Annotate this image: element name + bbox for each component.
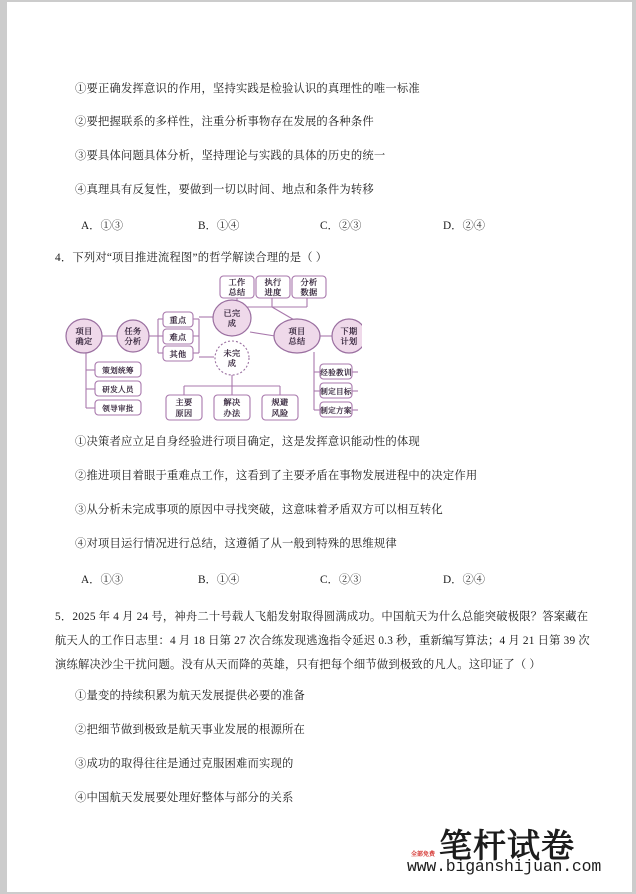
watermark-free-tag: 全部免费: [411, 851, 436, 858]
q4-stem: 4．下列对“项目推进流程图”的哲学解读合理的是（ ）: [55, 252, 328, 264]
node-label-n4: 研发人员: [102, 385, 134, 394]
node-label-n14a: 工作: [228, 278, 246, 287]
q4-statement-3: ③从分析未完成事项的原因中寻找突破，这意味着矛盾双方可以相互转化: [75, 504, 443, 516]
node-label-n9a: 已完: [223, 309, 241, 318]
q5-stem-line-2: 航天人的工作日志里：4 月 18 日第 27 次合练发现逃逸指令延迟 0.3 秒，重新编写算法；4 月 21 日第 39 次: [55, 635, 590, 647]
q3-option-c[interactable]: C．②③: [320, 220, 362, 232]
node-label-n17a: 项目: [288, 327, 306, 336]
q5-statement-4: ④中国航天发展要处理好整体与部分的关系: [75, 792, 294, 804]
site-watermark: [403, 820, 623, 886]
node-label-n18b: 计划: [340, 337, 358, 346]
q3-option-b[interactable]: B．①④: [198, 220, 240, 232]
node-label-n10a: 未完: [223, 349, 241, 358]
q5-stem-line-1: 5．2025 年 4 月 24 号，神舟二十号载人飞船发射取得圆满成功。中国航天为什么总能突破极限？答案藏在: [55, 611, 589, 623]
q4-statement-2: ②推进项目着眼于重难点工作，这看到了主要矛盾在事物发展进程中的决定作用: [75, 470, 478, 482]
q3-statement-2: ②要把握联系的多样性，注重分析事物存在发展的各种条件: [75, 116, 374, 128]
q4-option-a[interactable]: A．①③: [81, 574, 124, 586]
watermark-brand: 笔杆试卷: [439, 826, 575, 865]
document-page: [7, 2, 632, 892]
node-label-n9b: 成: [227, 319, 237, 328]
node-label-n1a: 项目: [75, 327, 93, 336]
q3-option-d[interactable]: D．②④: [443, 220, 486, 232]
node-label-n3: 策划统筹: [102, 366, 134, 375]
node-label-n2b: 分析: [124, 337, 142, 346]
node-label-n7: 难点: [169, 333, 187, 342]
q5-statement-3: ③成功的取得往往是通过克服困难而实现的: [75, 758, 294, 770]
q4-option-c[interactable]: C．②③: [320, 574, 362, 586]
node-label-n17b: 总结: [288, 337, 306, 346]
node-label-n11b: 原因: [175, 409, 193, 418]
node-label-n13a: 规避: [271, 398, 289, 407]
q4-option-d[interactable]: D．②④: [443, 574, 486, 586]
node-label-n20: 制定目标: [320, 387, 352, 396]
node-label-n11a: 主要: [175, 398, 193, 407]
q5-statement-2: ②把细节做到极致是航天事业发展的根源所在: [75, 724, 305, 736]
node-label-n1b: 确定: [75, 337, 93, 346]
q4-statement-4: ④对项目运行情况进行总结，这遵循了从一般到特殊的思维规律: [75, 538, 397, 550]
q5-stem-line-3: 演练解决沙尘干扰问题。没有从天而降的英雄，只有把每个细节做到极致的凡人。这印证了（ ）: [55, 659, 541, 671]
node-label-n16a: 分析: [300, 278, 318, 287]
node-label-n12a: 解决: [223, 398, 241, 407]
node-label-n15b: 进度: [264, 288, 282, 297]
q4-statement-1: ①决策者应立足自身经验进行项目确定，这是发挥意识能动性的体现: [75, 436, 420, 448]
node-label-n12b: 办法: [223, 409, 241, 418]
node-label-n16b: 数据: [300, 288, 318, 297]
watermark-url: www.biganshijuan.com: [407, 857, 602, 876]
node-label-n21: 制定方案: [320, 406, 352, 415]
node-label-n5: 领导审批: [102, 404, 134, 413]
q3-statement-1: ①要正确发挥意识的作用，坚持实践是检验认识的真理性的唯一标准: [75, 83, 420, 95]
node-label-n18a: 下期: [340, 327, 358, 336]
q4-option-b[interactable]: B．①④: [198, 574, 240, 586]
q3-option-a[interactable]: A．①③: [81, 220, 124, 232]
node-label-n8: 其他: [169, 350, 187, 359]
node-label-n2a: 任务: [124, 327, 142, 336]
q3-statement-4: ④真理具有反复性，要做到一切以时间、地点和条件为转移: [75, 184, 374, 196]
node-label-n6: 重点: [169, 316, 187, 325]
node-label-n10b: 成: [227, 359, 237, 368]
q3-statement-3: ③要具体问题具体分析，坚持理论与实践的具体的历史的统一: [75, 150, 386, 162]
node-label-n14b: 总结: [228, 288, 246, 297]
node-label-n19: 经验教训: [320, 368, 352, 377]
node-label-n13b: 风险: [271, 409, 289, 418]
project-flow-diagram: [62, 274, 362, 422]
q5-statement-1: ①量变的持续积累为航天发展提供必要的准备: [75, 690, 305, 702]
node-label-n15a: 执行: [264, 278, 282, 287]
